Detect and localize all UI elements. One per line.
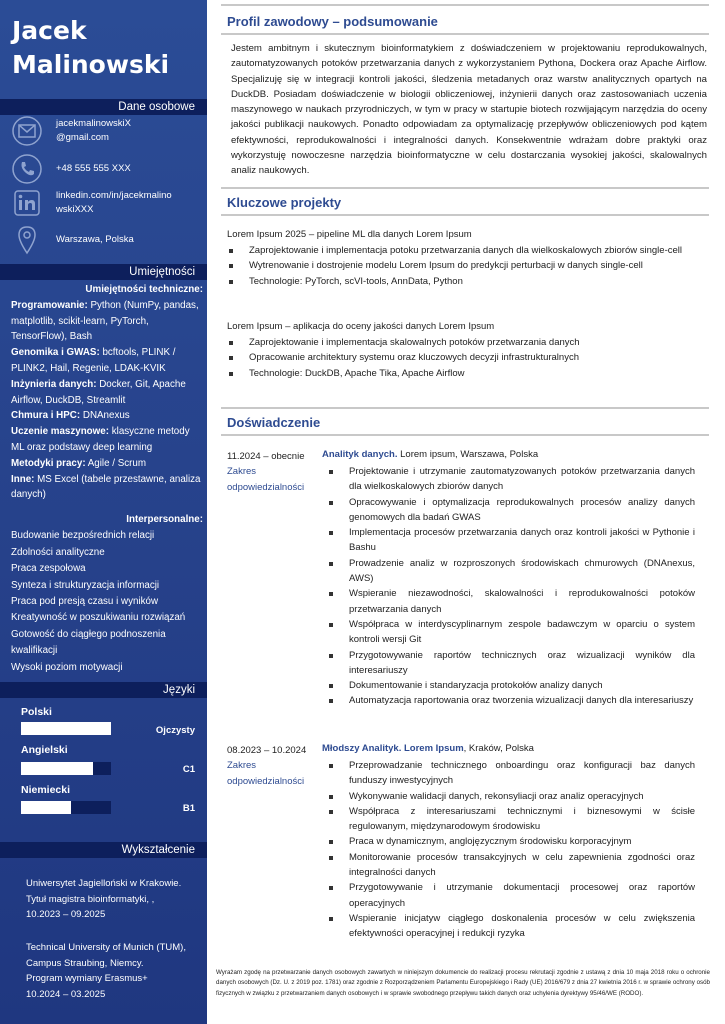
contact-email[interactable] [12,116,202,146]
list-item: Automatyzacja raportowania oraz tworzenia wizualizacji danych dla interesariuszy [327,693,695,708]
section-education-header: Wykształcenie [0,842,207,858]
skills-technical [11,282,203,503]
project-bullets [227,243,707,289]
list-item: Dokumentowanie i standaryzacja protokołów analizy danych [327,678,695,693]
experience-dates: 08.2023 – 10.2024 [227,745,307,756]
list-item: Wspieranie inicjatyw ciągłego doskonalenia procesów w celu zwiększenia efektywności operacyjnej i redukcji ryzyka [327,911,695,942]
map-pin-icon [12,225,42,255]
soft-skill: Praca zespołowa [11,563,86,575]
job-place: Lorem ipsum, Warszawa, Polska [397,449,539,460]
list-item: Przygotowywanie i utrzymanie dokumentacji procesowej oraz raportów operacyjnych [327,880,695,911]
soft-skill: Synteza i strukturyzacja informacji [11,579,160,591]
experience-heading [322,743,534,754]
list-item: Przeprowadzanie technicznego onboardingu oraz konfiguracji baz danych funduszy inwestycyjnych [327,758,695,789]
experience-scope: Zakres odpowiedzialności [227,466,305,493]
education-program: Program wymiany Erasmus+ [26,973,148,984]
language-name: Niemiecki [21,784,71,796]
education-dates: 10.2023 – 09.2025 [26,909,106,920]
language-name: Polski [21,706,52,718]
soft-skill: Kreatywność w poszukiwaniu rozwiązań [11,612,186,624]
linkedin-line-2: wskiXXX [56,204,94,215]
language-level: B1 [182,803,195,814]
education-entry [26,940,204,1002]
education-entry [26,876,204,923]
list-item: Technologie: DuckDB, Apache Tika, Apache Airflow [227,366,707,381]
experience-bullets [327,464,695,709]
email-line-1: jacekmalinowskiX [56,118,131,129]
divider [221,187,709,189]
divider [221,214,709,216]
education-dates: 10.2024 – 03.2025 [26,988,106,1000]
envelope-icon [12,116,42,146]
section-personal-header: Dane osobowe [0,99,207,115]
list-item: Technologie: PyTorch, scVI-tools, AnnData, Python [227,274,707,289]
list-item: Zaprojektowanie i implementacja potoku przetwarzania danych dla wielkoskalowych zbiorów single-cell [227,243,687,258]
list-item: Opracowanie architektury systemu oraz kluczowych decyzji infrastrukturalnych [227,350,707,365]
education-school: Uniwersytet Jagielloński w Krakowie. [26,878,182,889]
contact-location [12,225,202,255]
profile-summary: Jestem ambitnym i skutecznym bioinformatykiem z doświadczeniem w projektowaniu reprodukowalnych, zautomatyzowanych potoków przetwarzania danych z wykorzystaniem Pythona, Dockera oraz Apache Airflow. Specjalizuję się w integracji kontroli jakości, śledzenia metadanych oraz warstw analitycznych opartych na DuckDB. Posiadam doświadczenie w biologii obliczeniowej, inżynierii danych oraz zastosowaniach uczenia maszynowego w naukach przyrodniczych, w tym w pracy w startupie biotech rozwijającym narzędzia do oceny jakości publikacji naukowych. Ponadto odpowiadam za optymalizację przepływów obliczeniowych pod kątem efektywności, reprodukowalności i integralności danych. Konsekwentnie wdrażam dobre praktyki oraz wykorzystuję nowoczesne narzędzia bioinformatyczne w celu dostarczania wysokiej jakości, skalowalnych analiz naukowych. [231,43,707,177]
project-bullets [227,335,707,381]
list-item: Współpraca w interdyscyplinarnym zespole badawczym w oparciu o system kontroli wersji Git [327,617,695,648]
language-level-bar [21,722,111,735]
experience-heading [322,449,538,460]
section-projects-title: Kluczowe projekty [227,195,342,210]
experience-scope: Zakres odpowiedzialności [227,760,305,787]
education-campus: Campus Straubing, Niemcy. [26,957,144,969]
soft-skill: Gotowość do ciągłego podnoszenia kwalifikacji [11,628,166,657]
soft-skill: Praca pod presją czasu i wyników [11,596,159,608]
skills-soft [11,512,203,676]
soft-skills-header: Interpersonalne: [126,514,203,525]
sidebar [0,0,207,1024]
project-title: Lorem Ipsum – aplikacja do oceny jakości danych Lorem Ipsum [227,321,495,332]
contact-linkedin[interactable] [12,188,202,218]
experience-bullets [327,758,695,942]
experience-dates: 11.2024 – obecnie [227,451,305,462]
job-title: Młodszy Analityk. Lorem Ipsum [322,743,464,754]
phone-icon [12,154,42,184]
skill-data-engineering: Inżynieria danych: Docker, Git, Apache Airflow, DuckDB, Streamlit [11,378,186,406]
list-item: Przygotowywanie raportów technicznych oraz wizualizacji wyników dla interesariuszy [327,648,695,679]
email-line-2: @gmail.com [56,132,109,143]
job-title: Analityk danych. [322,449,398,460]
education-degree: Tytuł magistra bioinformatyki, , [26,893,155,905]
list-item: Implementacja procesów przetwarzania danych oraz kontroli jakości w Pythonie i Bashu [327,525,695,556]
section-skills-header: Umiejętności [0,264,207,280]
language-level-bar [21,801,111,814]
last-name: Malinowski [12,50,170,79]
gdpr-consent-clause: Wyrażam zgodę na przetwarzanie danych osobowych zawartych w niniejszym dokumencie do realizacji procesu rekrutacji zgodnie z ustawą z dnia 10 maja 2018 roku o ochronie danych osobowych (Dz. U. z 2019 poz. 1781) oraz zgodnie z Rozporządzeniem Parlamentu Europejskiego i Rady (UE) 2016/679 z dnia 27 kwietnia 2016 r. w sprawie ochrony osób fizycznych w związku z przetwarzaniem danych osobowych i w sprawie swobodnego przepływu takich danych oraz uchylenia dyrektywy 95/46/WE (RODO). [216,969,710,997]
project-title: Lorem Ipsum 2025 – pipeline ML dla danych Lorem Ipsum [227,229,472,240]
section-experience-title: Doświadczenie [227,415,321,430]
list-item: Wykonywanie walidacji danych, rekonsyliacji oraz analiz operacyjnych [327,789,695,804]
linkedin-icon [12,188,42,218]
phone-number: +48 555 555 XXX [56,163,131,174]
list-item: Współpraca z interesariuszami technicznymi i biznesowymi w ścisłe regulowanym, międzynarodowym środowisku [327,804,695,835]
experience-meta [227,743,319,789]
location-text: Warszawa, Polska [56,234,134,245]
soft-skill: Wysoki poziom motywacji [11,661,123,673]
list-item: Praca w dynamicznym, anglojęzycznym środowisku korporacyjnym [327,834,695,849]
divider [221,407,709,409]
full-name [12,14,169,82]
list-item: Monitorowanie procesów transakcyjnych w celu zapewnienia zgodności oraz integralności danych [327,850,695,881]
technical-skills-header: Umiejętności techniczne: [85,284,203,295]
skill-other: Inne: MS Excel (tabele przestawne, analiza danych) [11,473,201,501]
linkedin-line-1: linkedin.com/in/jacekmalino [56,190,172,201]
language-level: Ojczysty [155,725,195,736]
divider [221,434,709,436]
section-profile-title: Profil zawodowy – podsumowanie [227,14,438,29]
first-name: Jacek [12,16,87,45]
divider [221,4,709,6]
list-item: Wytrenowanie i dostrojenie modelu Lorem Ipsum do predykcji perturbacji w danych single-cell [227,258,707,273]
experience-meta [227,449,319,495]
skill-programming: Programowanie: Python (NumPy, pandas, matplotlib, scikit-learn, PyTorch, TensorFlow), Bash [11,299,199,343]
education-school: Technical University of Munich (TUM), [26,942,186,953]
section-languages-header: Języki [0,682,207,698]
list-item: Prowadzenie analiz w rozproszonych środowiskach chmurowych (DNAnexus, AWS) [327,556,695,587]
list-item: Opracowywanie i optymalizacja reprodukowalnych procesów analizy danych genomowych dla badań GWAS [327,495,695,526]
skill-methodology: Metodyki pracy: Agile / Scrum [11,457,147,469]
contact-phone[interactable] [12,154,202,184]
language-level-bar [21,762,111,775]
skill-ml: Uczenie maszynowe: klasyczne metody ML oraz podstawy deep learning [11,426,190,453]
list-item: Projektowanie i utrzymanie zautomatyzowanych potoków przetwarzania danych dla wielkoskalowych zbiorów danych [327,464,695,495]
soft-skill: Zdolności analityczne [11,546,105,558]
list-item: Zaprojektowanie i implementacja skalowalnych potoków przetwarzania danych [227,335,707,350]
job-place: , Kraków, Polska [463,743,534,754]
skill-cloud: Chmura i HPC: DNAnexus [11,410,130,422]
list-item: Wspieranie niezawodności, skalowalności i reprodukowalności potoków przetwarzania danych [327,586,695,617]
skill-genomics: Genomika i GWAS: bcftools, PLINK / PLINK2, Hail, Regenie, LDAK-KVIK [11,347,176,374]
language-name: Angielski [21,744,68,756]
language-level: C1 [182,764,195,775]
soft-skill: Budowanie bezpośrednich relacji [11,530,155,542]
divider [221,33,709,35]
